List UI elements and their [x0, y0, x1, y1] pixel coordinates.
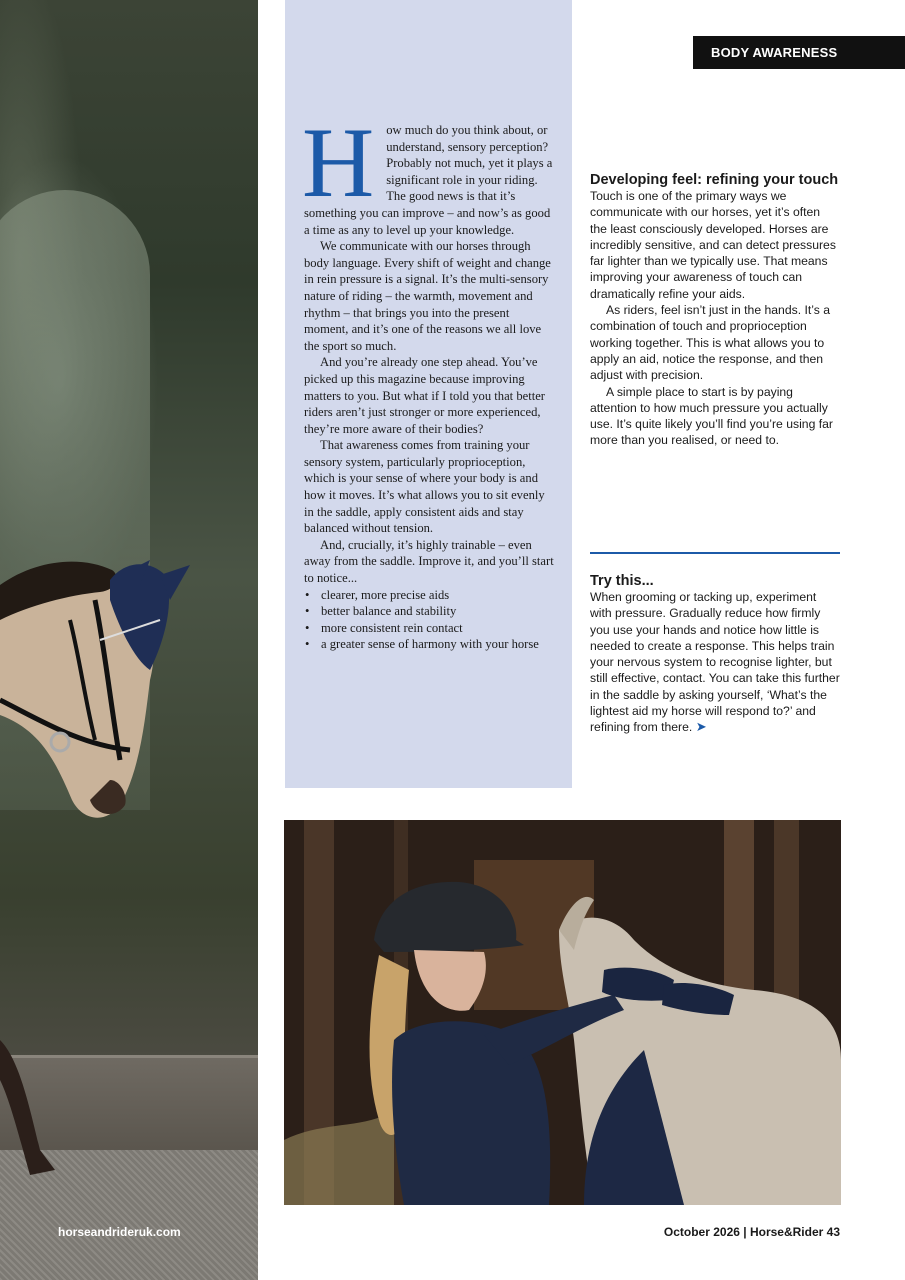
benefits-list: [304, 587, 554, 653]
list-item: • better balance and stability: [304, 603, 554, 620]
paragraph-4: That awareness comes from training your sensory system, particularly proprioception, which is your sense of where your body is and how it moves. It’s what allows you to sit evenly in the saddle, apply consistent aids and stay balanced without tension.: [304, 438, 545, 536]
paragraph: Touch is one of the primary ways we communicate with our horses, yet it’s often the least consciously developed. Horses are incredibly sensitive, and can detect pressures far lighter than we typically use. That means improving your awareness of touch can dramatically refine your aids.: [590, 189, 836, 301]
continue-arrow-icon: ➤: [695, 719, 707, 735]
intro-paragraph: How much do you think about, or understand, sensory perception? Probably not much, yet it plays a significant role in your riding. The good news is that it’s something you can improve – and now’s as good a time as any to level up your knowledge.: [302, 107, 553, 237]
paragraph-2: We communicate with our horses through body language. Every shift of weight and change in rein pressure is a signal. It’s the multi-sensory nature of riding – the warmth, movement and rhythm – that brings you into the present moment, and it’s one of the reasons we all love the sport so much.: [304, 239, 551, 353]
paragraph-5: And, crucially, it’s highly trainable – even away from the saddle. Improve it, and you’ll start to notice...: [304, 537, 554, 586]
paragraph-3: And you’re already one step ahead. You’ve picked up this magazine because improving matters to you. But what if I told you that better riders aren’t just stronger or more experienced, they’re more aware of their bodies?: [304, 355, 545, 436]
try-this-heading: Try this...: [590, 573, 654, 589]
horse-photo: [0, 0, 258, 1280]
rider-grooming-photo: [284, 820, 841, 1205]
article-column-2: [590, 172, 840, 449]
try-this-body: When grooming or tacking up, experiment with pressure. Gradually reduce how firmly you use your hands and notice how little is needed to create a response. This helps train your nervous system to recognise lighter, but still effective, contact. You can take this further in the saddle by asking yourself, ‘What’s the lightest aid my horse will respond to?’ and refining from there. ➤: [590, 590, 840, 735]
paragraph: A simple place to start is by paying attention to how much pressure you actually use. It’s quite likely you’ll find you’re using far more than you realised, or need to.: [590, 384, 833, 448]
list-item: • a greater sense of harmony with your horse: [304, 636, 554, 653]
divider: [590, 552, 840, 554]
article-column-1: [302, 107, 554, 653]
section-tag: BODY AWARENESS: [693, 36, 905, 69]
try-this-box: [590, 573, 840, 736]
section-heading: Developing feel: refining your touch: [590, 172, 839, 188]
horse-illustration: [0, 0, 258, 1280]
paragraph: As riders, feel isn’t just in the hands. It’s a combination of touch and proprioception working together. This is what allows you to apply an aid, notice the response, and then adjust with precision.: [590, 303, 830, 383]
page-footer: October 2026 | Horse&Rider 43: [663, 1225, 840, 1239]
website-url: horseandrideruk.com: [58, 1225, 181, 1239]
drop-cap: H: [302, 107, 375, 218]
list-item: • clearer, more precise aids: [304, 587, 554, 604]
grooming-scene-illustration: [284, 820, 841, 1205]
list-item: • more consistent rein contact: [304, 620, 554, 637]
